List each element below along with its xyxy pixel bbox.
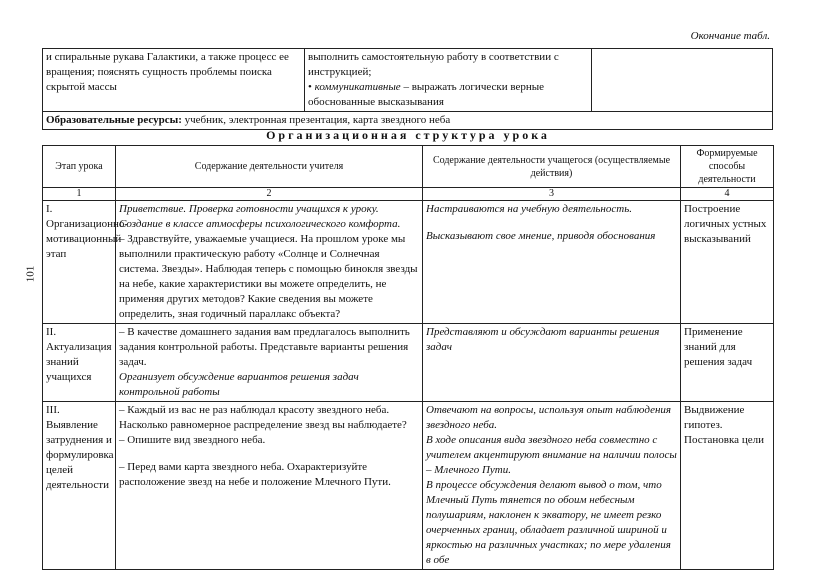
col-number: 3 — [423, 188, 681, 201]
communicative-text: – выражать логически верные обоснованные высказывания — [308, 81, 545, 108]
resources-label: Образовательные ресурсы: — [46, 114, 182, 126]
student-cell — [423, 402, 681, 570]
student-cell: Представляют и обсуждают варианты решения задач — [423, 324, 681, 402]
top-table — [42, 48, 773, 130]
header-row — [43, 146, 774, 188]
teacher-text: – В качестве домашнего задания вам предлагалось выполнить задания контрольной работы. Представьте варианты решения задач. — [119, 326, 410, 368]
number-row — [43, 188, 774, 201]
methods-cell: Построение логичных устных высказываний — [681, 201, 774, 324]
stage-cell: III. Выявление затруднения и формулировка целей деятельности — [43, 402, 116, 570]
header-teacher: Содержание деятельности учителя — [116, 146, 423, 188]
top-cell-2-line1: выполнить самостоятельную работу в соответствии с инструкцией; — [308, 51, 559, 78]
top-table-row — [43, 49, 773, 112]
page-number: 101 — [24, 265, 37, 283]
teacher-text: – Опишите вид звездного неба. — [119, 434, 266, 446]
lesson-structure-table — [42, 145, 774, 570]
resources-text: учебник, электронная презентация, карта звездного неба — [181, 114, 451, 126]
teacher-cell — [116, 324, 423, 402]
top-cell-3 — [592, 49, 773, 112]
header-student: Содержание деятельности учащегося (осуществляемые действия) — [423, 146, 681, 188]
table-row — [43, 324, 774, 402]
teacher-cell — [116, 402, 423, 570]
resources-row — [43, 112, 773, 130]
student-line: В процессе обсуждения делают вывод о том, что Млечный Путь тянется по обоим небесным полушариям, наклонен к экватору, не имеет резко очерченных границ, обладает различной шириной и яркостью на различных участках; по мере удаления в обе — [426, 479, 671, 566]
communicative-label: коммуникативные — [314, 81, 401, 93]
top-cell-1: и спиральные рукава Галактики, а также процесс ее вращения; пояснять сущность проблемы поиска скрытой массы — [43, 49, 305, 112]
table-row — [43, 402, 774, 570]
top-cell-2 — [305, 49, 592, 112]
resources-cell — [43, 112, 773, 130]
student-line: Отвечают на вопросы, используя опыт наблюдения звездного неба. — [426, 404, 672, 431]
methods-cell: Применение знаний для решения задач — [681, 324, 774, 402]
stage-cell: I. Организационно-мотивационный этап — [43, 201, 116, 324]
col-number: 2 — [116, 188, 423, 201]
stage-cell: II. Актуализация знаний учащихся — [43, 324, 116, 402]
header-methods: Формируемые способы деятельности — [681, 146, 774, 188]
teacher-italic: Организует обсуждение вариантов решения задач контрольной работы — [119, 371, 359, 398]
student-cell — [423, 201, 681, 324]
teacher-text: – Каждый из вас не раз наблюдал красоту звездного неба. Насколько равномерное распределение звезд вы наблюдаете? — [119, 404, 407, 431]
col-number: 4 — [681, 188, 774, 201]
teacher-cell — [116, 201, 423, 324]
methods-cell: Выдвижение гипотез. Постановка цели — [681, 402, 774, 570]
student-line: В ходе описания вида звездного неба совместно с учителем акцентируют внимание на наличии полосы – Млечного Пути. — [426, 434, 677, 476]
teacher-italic: Приветствие. Проверка готовности учащихся к уроку. Создание в классе атмосферы психологического комфорта. — [119, 203, 401, 230]
continuation-note: Окончание табл. — [690, 30, 770, 42]
header-stage: Этап урока — [43, 146, 116, 188]
student-line: Настраиваются на учебную деятельность. — [426, 203, 632, 215]
table-row — [43, 201, 774, 324]
student-line: Высказывают свое мнение, приводя обоснования — [426, 230, 656, 242]
teacher-text: – Здравствуйте, уважаемые учащиеся. На прошлом уроке мы выполнили практическую работу «Солнце и Солнечная система. Звезды». Наблюдая теперь с помощью бинокля звезды на небе, какие характеристики вы можете определить, не применяя других методов? Какие сведения вы можете определить, зная годичный параллакс объекта? — [119, 233, 418, 320]
bullet: • — [308, 81, 312, 93]
section-title: Организационная структура урока — [266, 128, 550, 142]
col-number: 1 — [43, 188, 116, 201]
teacher-text: – Перед вами карта звездного неба. Охарактеризуйте расположение звезд на небе и положение Млечного Пути. — [119, 461, 391, 488]
